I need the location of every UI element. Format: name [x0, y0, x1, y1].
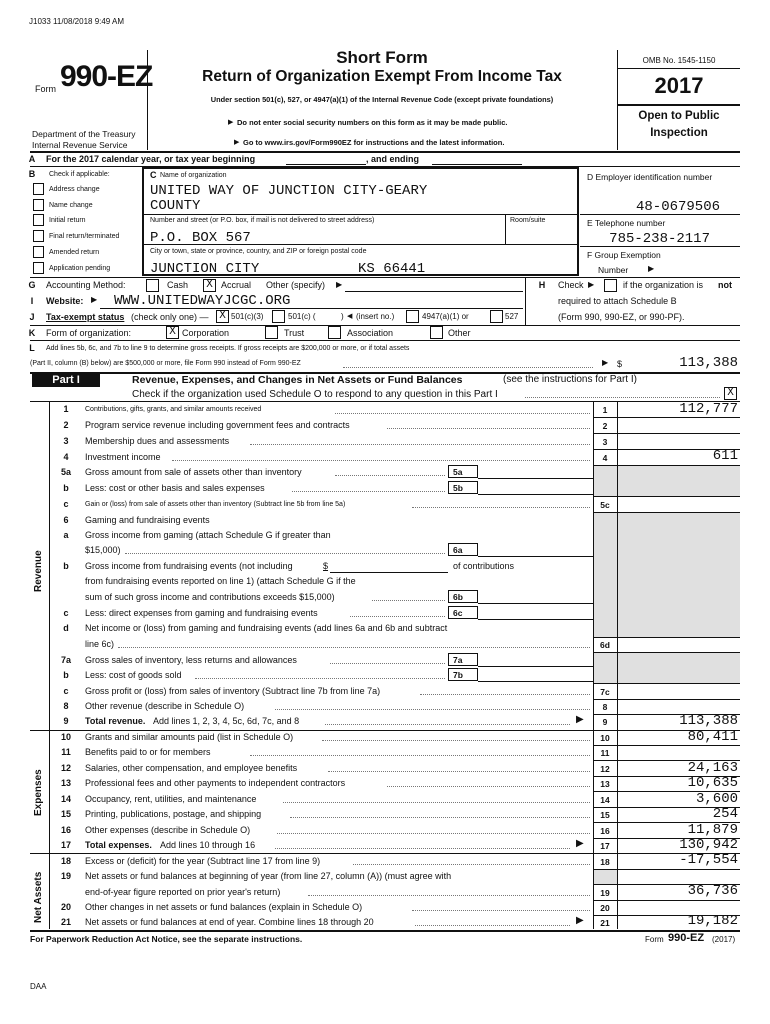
line-5b-num: b — [63, 483, 69, 493]
line-17-amount[interactable]: 130,942 — [679, 837, 738, 853]
line-2-box: 2 — [602, 421, 608, 431]
subtitle: Under section 501(c), 527, or 4947(a)(1) of the Internal Revenue Code (except private foundations) — [210, 95, 554, 104]
notice-ssn: Do not enter social security numbers on this form as it may be made public. — [237, 118, 508, 127]
side-label-revenue: Revenue — [33, 550, 44, 592]
line-3-num: 3 — [63, 436, 69, 446]
row-l-line2: (Part II, column (B) below) are $500,000 or more, file Form 990 instead of Form 990-EZ — [30, 360, 301, 367]
line-9-box: 9 — [602, 717, 608, 727]
line-7a-inner-box: 7a — [448, 653, 478, 666]
line-9-amount[interactable]: 113,388 — [679, 713, 738, 729]
checkbox-name-change[interactable] — [33, 199, 44, 211]
line-7b-text: Less: cost of goods sold — [85, 670, 182, 680]
line-12-amount[interactable]: 24,163 — [687, 760, 738, 776]
line-6c-text: Less: direct expenses from gaming and fundraising events — [85, 608, 318, 618]
checkbox-application-pending[interactable] — [33, 262, 44, 274]
line-16-amount[interactable]: 11,879 — [687, 822, 738, 838]
line-2-text: Program service revenue including government fees and contracts — [85, 420, 350, 430]
label-insert-no: (insert no.) — [356, 312, 395, 321]
shade-19 — [594, 869, 617, 884]
label-association: Association — [347, 328, 394, 338]
line-6a-text2: $15,000) — [85, 545, 121, 555]
line-19-text: Net assets or fund balances at beginning of year (from line 27, column (A)) (must agree with — [85, 871, 452, 881]
street-address[interactable]: P.O. BOX 567 — [150, 230, 251, 246]
accounting-method-label: Accounting Method: — [46, 280, 126, 290]
line-6c-inner-box: 6c — [448, 606, 478, 619]
checkbox-schedule-b[interactable] — [604, 279, 617, 292]
checkbox-501c3[interactable]: X — [216, 310, 229, 323]
line-6b-text-b: of contributions — [453, 561, 515, 571]
form-of-org-label: Form of organization: — [46, 328, 132, 338]
form-number: 990-EZ — [60, 60, 153, 93]
line-6d-text: Net income or (loss) from gaming and fundraising events (add lines 6a and 6b and subtract — [85, 623, 448, 633]
line-7a-num: 7a — [60, 655, 71, 665]
line-12-box: 12 — [600, 764, 610, 774]
open-public-2: Inspection — [650, 127, 708, 139]
line-20-num: 20 — [60, 902, 71, 912]
insert-arrow-icon: ◀ — [347, 313, 353, 320]
line-21-box: 21 — [600, 918, 610, 928]
line-6d-num: d — [63, 623, 69, 633]
line-8-box: 8 — [602, 702, 608, 712]
city[interactable]: JUNCTION CITY — [150, 261, 260, 277]
line-6a-inner-box: 6a — [448, 543, 478, 556]
checkbox-527[interactable] — [490, 310, 503, 323]
line-21-text: Net assets or fund balances at end of year. Combine lines 18 through 20 — [85, 917, 374, 927]
line-5b-inner-box: 5b — [448, 481, 478, 494]
line-7a-text: Gross sales of inventory, less returns and allowances — [85, 655, 297, 665]
line-5a-num: 5a — [60, 467, 71, 477]
checkbox-accrual[interactable]: X — [203, 279, 216, 292]
footer-year: (2017) — [712, 935, 736, 944]
form-word: Form — [35, 84, 56, 94]
line-4-num: 4 — [63, 452, 69, 462]
line-14-amount[interactable]: 3,600 — [695, 791, 738, 807]
line-10-num: 10 — [60, 732, 71, 742]
label-name-change: Name change — [49, 202, 93, 209]
street-label: Number and street (or P.O. box, if mail is not delivered to street address) — [150, 217, 375, 224]
line-21-arrow-icon: ▶ — [576, 915, 584, 926]
row-h-line2: required to attach Schedule B — [558, 296, 677, 306]
label-501c: 501(c) ( — [288, 312, 316, 321]
line-16-box: 16 — [600, 826, 610, 836]
line-6b-num: b — [63, 561, 69, 571]
shade-7ab-amt — [618, 652, 740, 683]
line-10-box: 10 — [600, 733, 610, 743]
line-13-num: 13 — [60, 778, 71, 788]
checkbox-association[interactable] — [328, 326, 341, 339]
gross-receipts-amount[interactable]: 113,388 — [679, 355, 738, 371]
tax-exempt-label: Tax-exempt status — [46, 312, 125, 322]
line-12-num: 12 — [60, 763, 71, 773]
line-6b-text: Gross income from fundraising events (not including — [85, 561, 293, 571]
row-i-letter: I — [30, 296, 34, 306]
line-7c-num: c — [63, 686, 69, 696]
row-a-text: For the 2017 calendar year, or tax year beginning — [46, 154, 256, 164]
website-label: Website: — [46, 296, 84, 306]
line-10-text: Grants and similar amounts paid (list in Schedule O) — [85, 732, 294, 742]
line-5c-num: c — [63, 499, 69, 509]
line-11-text: Benefits paid to or for members — [85, 747, 211, 757]
tax-year: 2017 — [654, 73, 704, 98]
line-13-box: 13 — [600, 779, 610, 789]
checkbox-cash[interactable] — [146, 279, 159, 292]
phone-label: E Telephone number — [587, 218, 666, 228]
website-arrow-icon: ▶ — [91, 295, 98, 304]
line-9-arrow-icon: ▶ — [576, 714, 584, 725]
checkbox-501c[interactable] — [272, 310, 285, 323]
shade-6abc — [594, 512, 617, 637]
line-9-text: Add lines 1, 2, 3, 4, 5c, 6d, 7c, and 8 — [153, 716, 300, 726]
checkbox-4947[interactable] — [406, 310, 419, 323]
line-19-num: 19 — [60, 871, 71, 881]
part1-check-line: Check if the organization used Schedule O to respond to any question in this Part I — [132, 389, 498, 400]
line-14-box: 14 — [600, 795, 610, 805]
line-10-amount[interactable]: 80,411 — [687, 729, 738, 745]
line-11-box: 11 — [600, 748, 610, 758]
line-5c-box: 5c — [600, 500, 610, 510]
row-h-not: not — [718, 280, 732, 290]
line-6-num: 6 — [63, 515, 69, 525]
row-h-text: if the organization is — [623, 280, 704, 290]
line-18-amount[interactable]: -17,554 — [679, 852, 738, 868]
notice-ssn-arrow: ▶ — [228, 119, 234, 126]
row-b-label: Check if applicable: — [49, 171, 110, 178]
shade-5ab — [594, 465, 617, 496]
line-6a-num: a — [63, 530, 69, 540]
part1-tag: Part I — [32, 373, 100, 387]
line-15-text: Printing, publications, postage, and shipping — [85, 809, 262, 819]
line-2-num: 2 — [63, 420, 69, 430]
open-public-1: Open to Public — [638, 110, 720, 122]
line-13-text: Professional fees and other payments to independent contractors — [85, 778, 346, 788]
line-9-text-bold: Total revenue. — [85, 716, 146, 726]
line-6-text: Gaming and fundraising events — [85, 515, 210, 525]
checkbox-other[interactable] — [430, 326, 443, 339]
checkbox-address-change[interactable] — [33, 183, 44, 195]
line-5a-text: Gross amount from sale of assets other than inventory — [85, 467, 302, 477]
website-value[interactable]: WWW.UNITEDWAYJCGC.ORG — [114, 293, 291, 309]
line-17-text-bold: Total expenses. — [85, 840, 152, 850]
org-name-label: Name of organization — [160, 172, 227, 179]
label-initial-return: Initial return — [49, 217, 86, 224]
room-suite-label: Room/suite — [510, 217, 546, 224]
label-other-specify: Other (specify) — [266, 280, 326, 290]
tax-exempt-sub: (check only one) — — [131, 312, 209, 322]
shade-6abc-amt — [618, 512, 740, 637]
label-application-pending: Application pending — [49, 265, 111, 272]
line-19-box: 19 — [600, 888, 610, 898]
line-12-text: Salaries, other compensation, and employee benefits — [85, 763, 298, 773]
line-19-amount[interactable]: 36,736 — [687, 883, 738, 899]
line-6d-box: 6d — [600, 640, 610, 650]
line-9-num: 9 — [63, 716, 69, 726]
title-main: Return of Organization Exempt From Income Tax — [202, 68, 562, 85]
dept-line1: Department of the Treasury — [32, 129, 136, 139]
line-19-text2: end-of-year figure reported on prior year's return) — [85, 887, 281, 897]
line-7c-box: 7c — [600, 687, 610, 697]
line-7c-text: Gross profit or (loss) from sales of inventory (Subtract line 7b from line 7a) — [85, 686, 381, 696]
label-cash: Cash — [167, 280, 189, 290]
footer-daa: DAA — [30, 982, 47, 991]
row-b-letter: B — [28, 169, 36, 179]
row-l-line1: Add lines 5b, 6c, and 7b to line 9 to determine gross receipts. If gross receipts are $200,000 or more, or if total assets — [46, 345, 410, 352]
line-7b-inner-box: 7b — [448, 668, 478, 681]
notice-url: Go to www.irs.gov/Form990EZ for instructions and the latest information. — [243, 138, 505, 147]
org-name-line2[interactable]: COUNTY — [150, 198, 201, 214]
line-17-box: 17 — [600, 841, 610, 851]
line-16-text: Other expenses (describe in Schedule O) — [85, 825, 251, 835]
line-14-num: 14 — [60, 794, 71, 804]
print-stamp: J1033 11/08/2018 9:49 AM — [29, 17, 125, 26]
line-17-arrow-icon: ▶ — [576, 838, 584, 849]
line-5c-text: Gain or (loss) from sale of assets other than inventory (Subtract line 5b from line 5a) — [85, 501, 346, 508]
row-h-letter: H — [538, 280, 546, 290]
line-5b-text: Less: cost or other basis and sales expenses — [85, 483, 265, 493]
line-6b-dollar: $ — [323, 561, 329, 571]
line-8-text: Other revenue (describe in Schedule O) — [85, 701, 245, 711]
line-11-num: 11 — [61, 747, 71, 757]
row-a-letter: A — [28, 154, 36, 164]
title-short-form: Short Form — [336, 48, 428, 67]
state-zip[interactable]: KS 66441 — [358, 261, 426, 277]
footer-notice: For Paperwork Reduction Act Notice, see the separate instructions. — [30, 934, 303, 944]
line-8-num: 8 — [63, 701, 69, 711]
line-6b-text3: sum of such gross income and contributions exceeds $15,000) — [85, 592, 335, 602]
checkbox-schedule-o[interactable]: X — [724, 387, 737, 400]
notice-url-arrow: ▶ — [234, 139, 240, 146]
phone-value[interactable]: 785-238-2117 — [609, 231, 710, 247]
label-other: Other — [448, 328, 471, 338]
line-1-amount[interactable]: 112,777 — [679, 401, 738, 417]
line-6d-text2: line 6c) — [85, 639, 115, 649]
checkbox-corporation[interactable]: X — [166, 326, 179, 339]
line-7b-num: b — [63, 670, 69, 680]
other-arrow-icon: ▶ — [336, 280, 343, 289]
line-6c-num: c — [63, 608, 69, 618]
checkbox-amended-return[interactable] — [33, 246, 44, 258]
ein-value[interactable]: 48-0679506 — [635, 199, 720, 215]
line-15-num: 15 — [60, 809, 71, 819]
footer-form-number: 990-EZ — [668, 932, 705, 944]
check-h-arrow-icon: ▶ — [588, 280, 595, 289]
label-trust: Trust — [284, 328, 305, 338]
side-label-expenses: Expenses — [33, 769, 44, 816]
row-k-letter: K — [28, 328, 36, 338]
group-exemption-label-2: Number — [598, 265, 629, 275]
row-l-dollar: $ — [617, 359, 623, 369]
label-accrual: Accrual — [221, 280, 252, 290]
label-amended-return: Amended return — [49, 249, 100, 256]
side-label-net-assets: Net Assets — [33, 871, 44, 923]
line-5a-inner-box: 5a — [448, 465, 478, 478]
line-21-amount[interactable]: 19,182 — [687, 913, 738, 929]
checkbox-final-return[interactable] — [33, 230, 44, 242]
line-1-box: 1 — [602, 405, 608, 415]
row-h-line3: (Form 990, 990-EZ, or 990-PF). — [558, 312, 685, 322]
line-18-box: 18 — [600, 857, 610, 867]
footer-form-word: Form — [645, 935, 664, 944]
label-501c3: 501(c)(3) — [231, 312, 264, 321]
c-letter: C — [150, 170, 157, 180]
row-a-ending: , and ending — [366, 154, 419, 164]
line-6b-inner-box: 6b — [448, 590, 478, 603]
org-name-line1[interactable]: UNITED WAY OF JUNCTION CITY-GEARY — [150, 183, 428, 199]
row-l-letter: L — [29, 343, 35, 353]
line-4-text: Investment income — [85, 452, 161, 462]
line-18-text: Excess or (deficit) for the year (Subtract line 17 from line 9) — [85, 856, 321, 866]
dept-line2: Internal Revenue Service — [32, 140, 128, 150]
omb-number: OMB No. 1545-1150 — [642, 56, 716, 65]
ein-label: D Employer identification number — [587, 172, 713, 182]
row-j-letter: J — [29, 312, 35, 322]
label-final-return: Final return/terminated — [49, 233, 120, 240]
checkbox-initial-return[interactable] — [33, 214, 44, 226]
row-h-check: Check — [558, 280, 584, 290]
label-527: 527 — [505, 312, 519, 321]
shade-5ab-amt — [618, 465, 740, 496]
city-label: City or town, state or province, country, and ZIP or foreign postal code — [150, 248, 367, 255]
row-l-arrow-icon: ▶ — [602, 358, 609, 367]
label-4947: 4947(a)(1) or — [422, 312, 469, 321]
line-16-num: 16 — [60, 825, 71, 835]
label-address-change: Address change — [49, 186, 100, 193]
line-3-text: Membership dues and assessments — [85, 436, 230, 446]
line-1-text: Contributions, gifts, grants, and similar amounts received — [85, 406, 262, 413]
line-1-num: 1 — [63, 404, 69, 414]
part1-title: Revenue, Expenses, and Changes in Net Assets or Fund Balances — [132, 374, 463, 386]
line-17-text: Add lines 10 through 16 — [160, 840, 256, 850]
line-6a-text: Gross income from gaming (attach Schedule G if greater than — [85, 530, 331, 540]
row-g-letter: G — [28, 280, 36, 290]
line-20-box: 20 — [600, 903, 610, 913]
line-20-text: Other changes in net assets or fund balances (explain in Schedule O) — [85, 902, 363, 912]
line-18-num: 18 — [60, 856, 71, 866]
part1-title-note: (see the instructions for Part I) — [503, 374, 637, 385]
label-501c-close: ) — [341, 312, 344, 321]
line-3-box: 3 — [602, 437, 608, 447]
group-arrow-icon: ▶ — [648, 264, 655, 273]
line-15-amount[interactable]: 254 — [712, 806, 738, 822]
shade-7ab — [594, 652, 617, 683]
line-15-box: 15 — [600, 810, 610, 820]
line-4-amount[interactable]: 611 — [712, 448, 738, 464]
line-17-num: 17 — [60, 840, 71, 850]
line-6b-text2: from fundraising events reported on line 1) (attach Schedule G if the — [85, 576, 356, 586]
checkbox-trust[interactable] — [265, 326, 278, 339]
group-exemption-label: F Group Exemption — [587, 250, 661, 260]
label-corporation: Corporation — [182, 328, 230, 338]
line-21-num: 21 — [60, 917, 71, 927]
line-14-text: Occupancy, rent, utilities, and maintenance — [85, 794, 257, 804]
line-13-amount[interactable]: 10,635 — [687, 775, 738, 791]
line-4-box: 4 — [602, 453, 608, 463]
